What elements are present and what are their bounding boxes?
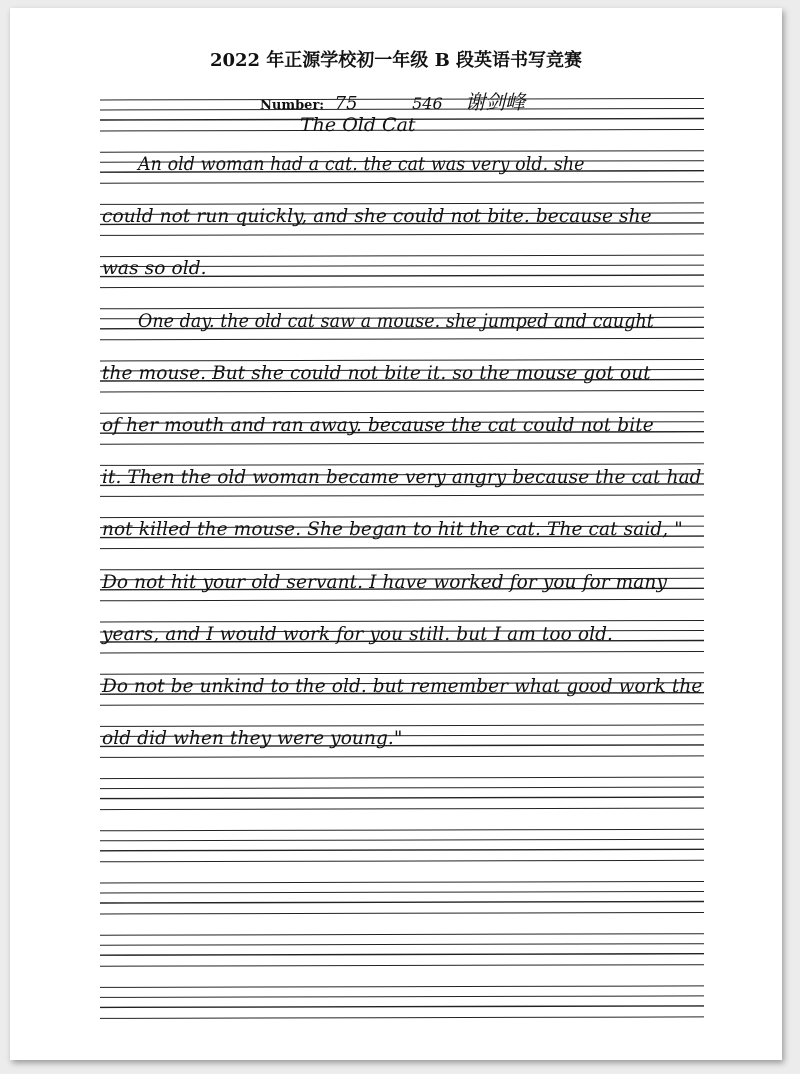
ruled-line <box>100 725 704 727</box>
essay-line: One day. the old cat saw a mouse. she jumped and caught <box>138 310 654 332</box>
ruled-line <box>100 944 704 946</box>
ruled-line <box>100 839 704 841</box>
essay-line: the mouse. But she could not bite it. so the mouse got out <box>102 362 651 384</box>
ruled-line <box>100 892 704 894</box>
ruled-line <box>100 787 704 789</box>
ruled-line <box>100 255 704 257</box>
ruled-line <box>100 1006 704 1008</box>
ruled-line <box>100 1017 704 1019</box>
ruled-line <box>100 808 704 810</box>
essay-line: not killed the mouse. She began to hit the cat. The cat said, " <box>102 519 683 541</box>
ruled-line <box>100 151 704 153</box>
ruled-line <box>100 673 704 675</box>
student-name: 谢剑峰 <box>465 90 526 114</box>
ruled-line <box>100 882 704 884</box>
ruled-line <box>100 797 704 799</box>
ruled-line <box>100 286 704 288</box>
essay-line: of her mouth and ran away. because the cat could not bite <box>102 415 654 436</box>
ruled-line <box>100 913 704 915</box>
ruled-line <box>100 621 704 623</box>
ruled-line <box>100 182 704 184</box>
ruled-line <box>100 464 704 466</box>
answer-sheet <box>10 8 782 1060</box>
competition-title: 2022 年正源学校初一年级 B 段英语书写竞赛 <box>209 50 583 71</box>
essay-line: old did when they were young." <box>102 728 403 750</box>
ruled-line <box>100 391 704 393</box>
number-label: Number: <box>260 98 325 113</box>
essay-line: was so old. <box>102 258 207 280</box>
ruled-line <box>100 652 704 654</box>
number-value: 75 <box>334 93 358 114</box>
ruled-line <box>100 756 704 758</box>
essay-title: The Old Cat <box>300 114 416 136</box>
ruled-line <box>100 443 704 445</box>
ruled-line <box>100 307 704 309</box>
student-id: 546 <box>412 94 443 113</box>
ruled-line <box>100 849 704 851</box>
ruled-line <box>100 829 704 831</box>
student-info <box>260 86 525 115</box>
ruled-line <box>100 495 704 497</box>
essay-line: years, and I would work for you still. but I am too old. <box>102 623 614 645</box>
ruled-line <box>100 516 704 518</box>
ruled-line <box>100 547 704 549</box>
ruled-line <box>100 599 704 601</box>
ruled-line <box>100 934 704 936</box>
essay-line: Do not hit your old servant. I have worked for you for many <box>102 571 668 593</box>
ruled-line <box>100 860 704 862</box>
essay-line: could not run quickly, and she could not bite. because she <box>102 206 652 228</box>
ruled-line <box>100 986 704 988</box>
ruled-line <box>100 338 704 340</box>
ruled-line <box>100 360 704 362</box>
ruled-line <box>100 777 704 779</box>
ruled-line <box>100 412 704 414</box>
ruled-line <box>100 704 704 706</box>
ruled-line <box>100 954 704 956</box>
ruled-line <box>100 996 704 998</box>
ruled-line <box>100 902 704 904</box>
essay-line: Do not be unkind to the old. but remember what good work the <box>102 676 703 697</box>
ruled-line <box>100 234 704 236</box>
essay-line: it. Then the old woman became very angry because the cat had <box>102 467 702 489</box>
ruled-line <box>100 965 704 967</box>
ruled-line <box>100 203 704 205</box>
ruled-line <box>100 568 704 570</box>
essay-line: An old woman had a cat. the cat was very old. she <box>138 154 585 175</box>
